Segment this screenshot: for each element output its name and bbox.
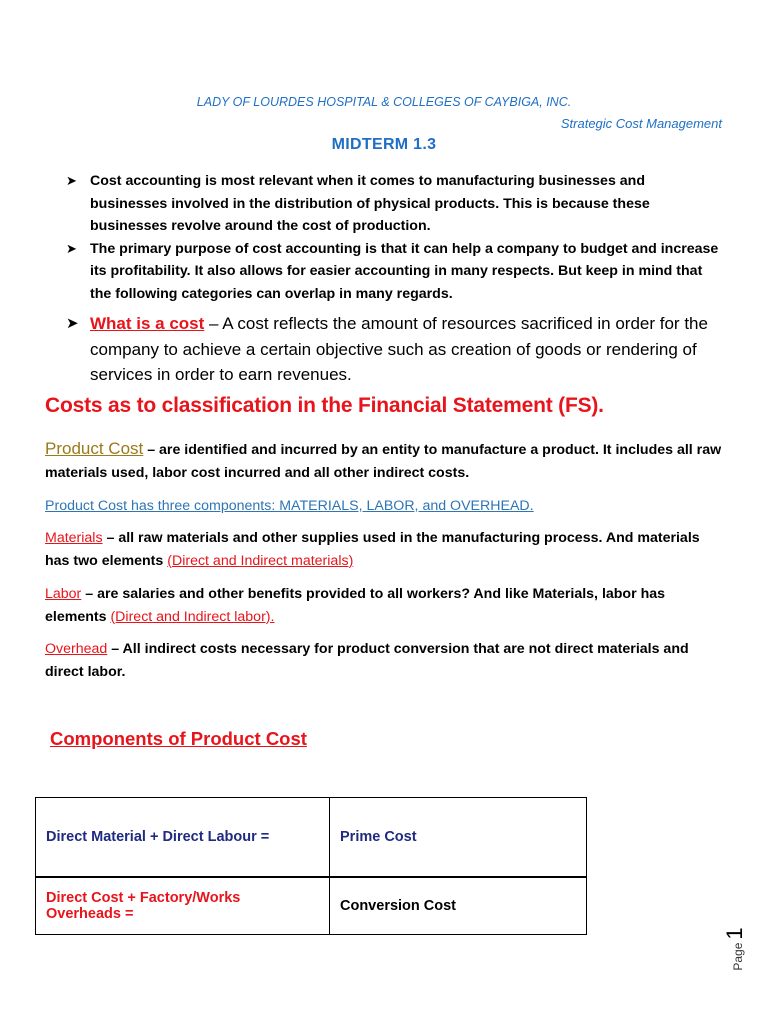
arrow-bullet-icon: ➤ (66, 315, 79, 332)
labor-term: Labor (45, 586, 82, 602)
school-name: LADY OF LOURDES HOSPITAL & COLLEGES OF CAYBIGA, INC. (196, 95, 572, 109)
components-line (45, 495, 725, 518)
bullet-item (66, 311, 726, 388)
formula-cell: Direct Material + Direct Labour = (36, 798, 330, 878)
bullet-text: Cost accounting is most relevant when it comes to manufacturing businesses and businesses involved in the distribution of physical products. This is because these businesses revolve around the cost of production. (90, 173, 650, 234)
overhead-term: Overhead (45, 641, 108, 657)
labor-paragraph (45, 583, 725, 628)
bullet-text: The primary purpose of cost accounting is that it can help a company to budget and increase its profitability. It also allows for easier accounting in many respects. But keep in mind that the following categories can overlap in many regards. (90, 240, 719, 302)
product-cost-table (35, 797, 587, 935)
product-cost-term: Product Cost (45, 439, 144, 458)
labor-elements: (Direct and Indirect labor). (110, 608, 275, 625)
page-number-value: 1 (722, 927, 747, 940)
arrow-bullet-icon: ➤ (66, 240, 77, 256)
result-cell: Prime Cost (330, 798, 587, 878)
subject-name: Strategic Cost Management (560, 116, 722, 131)
paragraph-text: – are salaries and other benefits provided to all workers? And like Materials, labor has elements (45, 586, 666, 625)
components-text: Product Cost has three components: MATERIALS, LABOR, and OVERHEAD. (45, 498, 534, 514)
bullet-text: – A cost reflects the amount of resources sacrificed in order for the company to achieve a certain objective such as creation of goods or rendering of services in order to earn revenues. (90, 314, 708, 384)
paragraph-text: – All indirect costs necessary for product conversion that are not direct materials and direct labor. (45, 641, 689, 680)
page-number (722, 929, 768, 969)
formula-cell: Direct Cost + Factory/Works Overheads = (36, 877, 330, 935)
result-cell: Conversion Cost (330, 877, 587, 935)
table-row (36, 877, 587, 935)
bullet-item (66, 170, 726, 238)
materials-term: Materials (45, 530, 103, 546)
materials-paragraph (45, 527, 725, 572)
paragraph-text: – are identified and incurred by an entity to manufacture a product. It includes all raw materials used, labor cost incurred and all other indirect costs. (45, 442, 722, 481)
materials-elements: (Direct and Indirect materials) (167, 552, 354, 569)
table-row (36, 798, 587, 878)
paragraph-text: – all raw materials and other supplies used in the manufacturing process. And materials has two elements (45, 530, 700, 569)
components-title: Components of Product Cost (50, 728, 307, 749)
bullet-item (66, 238, 726, 306)
cost-term: What is a cost (90, 314, 205, 333)
product-cost-paragraph (45, 438, 725, 484)
document-title: MIDTERM 1.3 (331, 136, 437, 153)
page-label: Page (731, 942, 745, 971)
overhead-paragraph (45, 638, 725, 683)
arrow-bullet-icon: ➤ (66, 173, 77, 188)
section-title: Costs as to classification in the Financial Statement (FS). (45, 394, 604, 417)
bullet-list (66, 170, 726, 388)
